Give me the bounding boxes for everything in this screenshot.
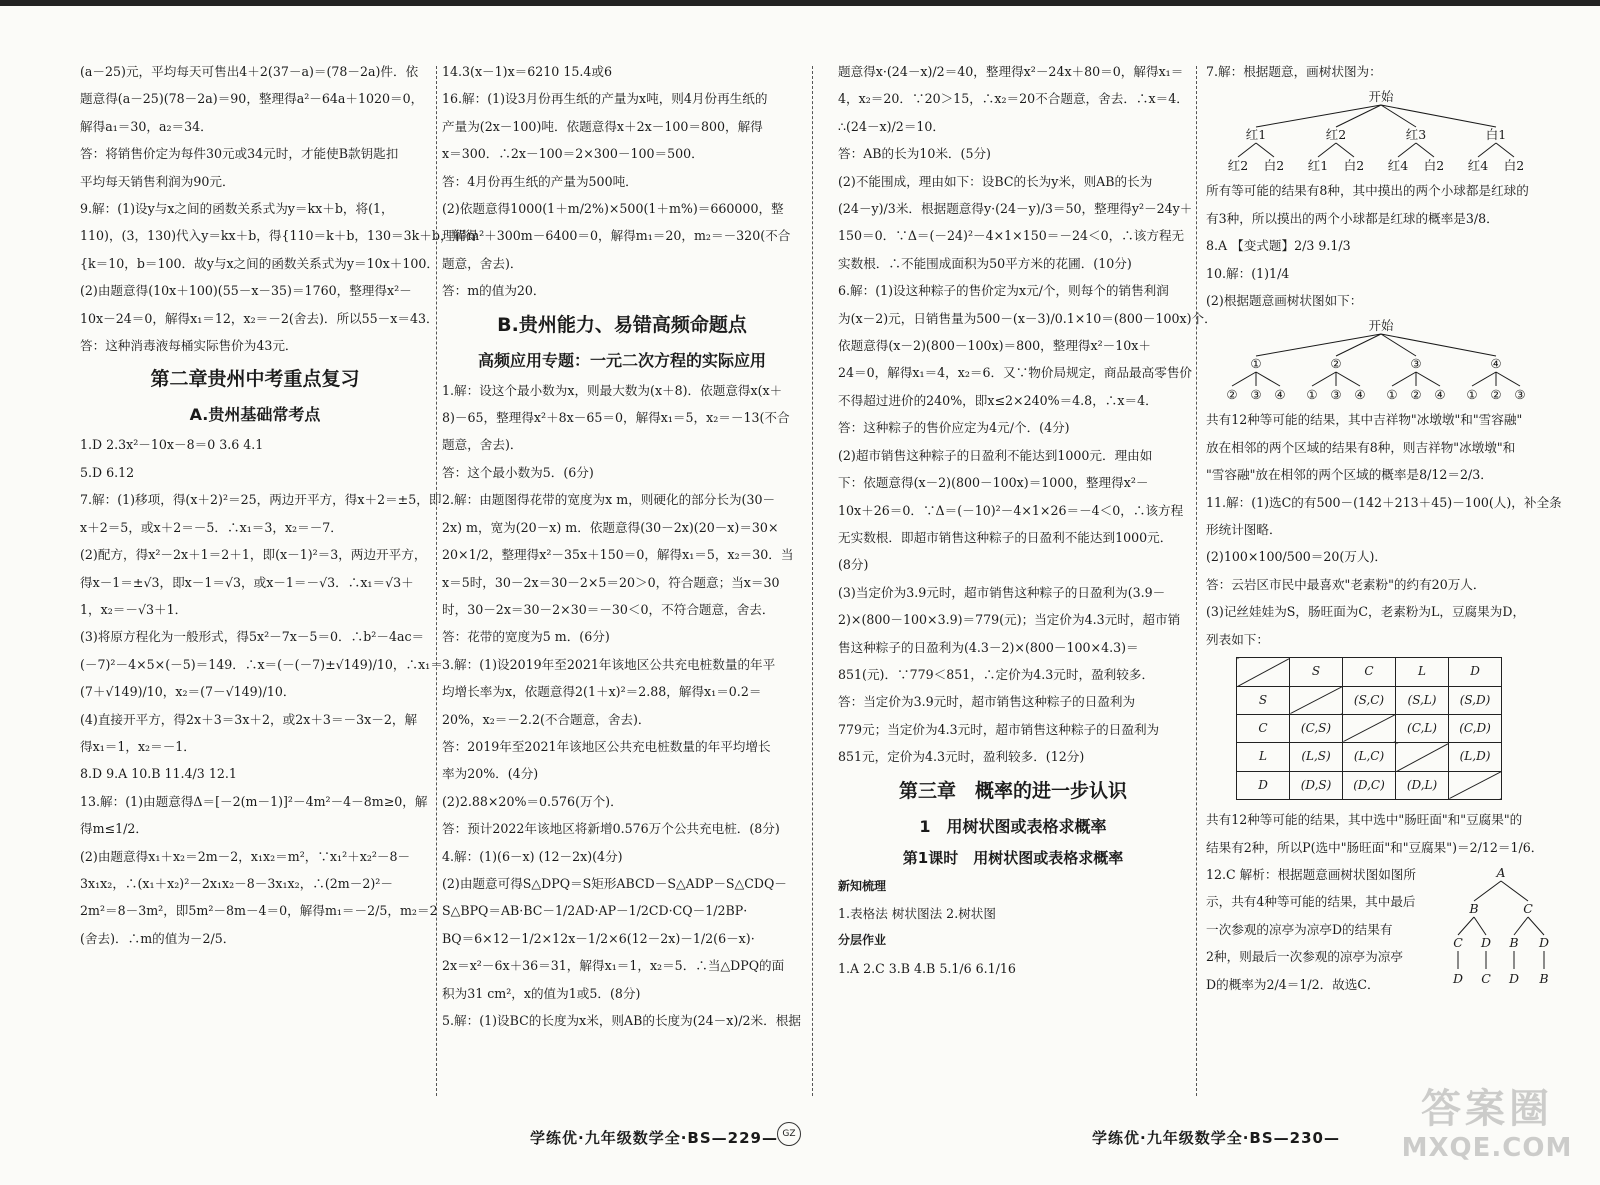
tree-diagram-regions [1206, 316, 1556, 402]
tree-node: C [1453, 934, 1463, 950]
tree-node: D [1480, 934, 1492, 950]
column-divider [436, 66, 437, 1096]
tree-node: ④ [1434, 387, 1446, 403]
topic-title: 高频应用专题：一元二次方程的实际应用 [477, 350, 766, 370]
text-line: D的概率为2/4＝1/2．故选C． [1206, 976, 1380, 992]
text-line: 时，30－2x＝30－2×30＝－30＜0，不符合题意，舍去． [442, 601, 775, 617]
text-line: 共有12种等可能的结果，其中选中"肠旺面"和"豆腐果"的 [1206, 812, 1523, 828]
text-line: 4.解：(1)(6－x) (12－2x)(4分) [442, 848, 623, 864]
text-line: ∴(24－x)/2＝10． [838, 118, 946, 134]
text-line: "雪容融"放在相邻的两个区域的概率是8/12＝2/3． [1206, 467, 1493, 483]
section-title: B.贵州能力、易错高频命题点 [497, 313, 747, 336]
text-line: 2种，则最后一次参观的凉亭为凉亭 [1206, 949, 1403, 965]
text-line: 答：将销售价定为每件30元或34元时，才能使B款钥匙扣 [80, 146, 399, 162]
table-row-header: D [1237, 771, 1290, 799]
table-cell: (C,L) [1396, 714, 1449, 742]
text-line: (2)配方，得x²－2x＋1＝2＋1，即(x－1)²＝3，两边开平方， [80, 547, 427, 563]
table-header-cell: D [1449, 658, 1502, 686]
tree-node: 白2 [1423, 158, 1445, 174]
text-line: (2)超市销售这种粽子的日盈利不能达到1000元．理由如 [838, 447, 1153, 463]
table-header-cell: S [1290, 658, 1343, 686]
text-line: 有3种，所以摸出的两个小球都是红球的概率是3/8． [1206, 210, 1499, 226]
text-line: 实数根．∴不能围成面积为50平方米的花圃．(10分) [838, 255, 1132, 271]
q12-text [1206, 861, 1441, 998]
text-line: 6.解：(1)设这种粽子的售价定为x元/个，则每个的销售利润 [838, 283, 1169, 299]
text-line: 题意得x·(24－x)/2＝40，整理得x²－24x＋80＝0，解得x₁＝ [838, 64, 1184, 79]
tree-edge [1458, 917, 1474, 935]
tree-node: ④ [1490, 356, 1502, 372]
tree-edge [1238, 143, 1256, 157]
text-line: (4)直接开平方，得2x＋3＝3x＋2，或2x＋3＝－3x－2，解 [80, 711, 418, 727]
tree-edge [1514, 917, 1528, 935]
table-cell: (L,C) [1343, 743, 1396, 771]
tree-node: D [1538, 934, 1550, 950]
text-line: 得m≤1/2． [80, 821, 148, 837]
text-line: 8.A 【变式题】2/3 9.1/3 [1206, 238, 1351, 254]
tree-edge [1256, 105, 1381, 127]
tree-node: 红2 [1325, 127, 1347, 143]
text-line: 题意得(a－25)(78－2a)＝90，整理得a²－64a＋1020＝0， [80, 91, 424, 107]
text-line: {k＝10，b＝100．故y与x之间的函数关系式为y＝10x＋100． [80, 255, 439, 271]
page-footer-right: 学练优·九年级数学全·BS—230— [1092, 1129, 1340, 1147]
text-line: 8)－65，整理得x²＋8x－65＝0，解得x₁＝5，x₂＝－13(不合 [442, 410, 790, 426]
column-2 [442, 58, 802, 1098]
table-row [1237, 686, 1502, 714]
q12-block [1206, 861, 1561, 998]
text-line: 20×1/2，整理得x²－35x＋150＝0，解得x₁＝5，x₂＝30．当 [442, 547, 794, 563]
text-line: 答：预计2022年该地区将新增0.576万个公共充电桩．(8分) [442, 821, 780, 837]
tree-edge [1416, 372, 1440, 386]
text-line: 产量为(2x－100)吨．依题意得x＋2x－100＝800，解得 [442, 118, 763, 134]
table-corner-cell [1237, 658, 1290, 686]
chapter-title: 第三章 概率的进一步认识 [898, 779, 1127, 802]
table-header-cell: C [1343, 658, 1396, 686]
text-line: 积为31 cm²，x的值为1或5．(8分) [442, 985, 641, 1001]
tree-node: ③ [1410, 356, 1422, 372]
table-row-header: S [1237, 686, 1290, 714]
text-line: 3x₁x₂，∴(x₁＋x₂)²－2x₁x₂－8－3x₁x₂，∴(2m－2)²－ [80, 875, 393, 891]
tree-node: 红1 [1307, 158, 1329, 174]
tree-node: A [1496, 864, 1506, 880]
text-line: 10.解：(1)1/4 [1206, 265, 1290, 281]
text-line: 所有等可能的结果有8种，其中摸出的两个小球都是红球的 [1206, 183, 1529, 199]
tree-node: 白2 [1263, 158, 1285, 174]
text-line: 4，x₂＝20．∵20＞15，∴x₂＝20不合题意，舍去．∴x＝4． [838, 91, 1189, 107]
lesson-title: 第1课时 用树状图或表格求概率 [902, 848, 1124, 867]
text-line: 题意，舍去)． [442, 255, 523, 271]
text-line: 11.解：(1)选C的有500－(142＋213＋45)－100(人)，补全条 [1206, 494, 1562, 510]
text-line: 10x－24＝0，解得x₁＝12，x₂＝－2(舍去)．所以55－x＝43． [80, 310, 439, 326]
tree-node: ③ [1330, 387, 1342, 403]
text-line: (2)根据题意画树状图如下： [1206, 293, 1363, 309]
text-line: 150＝0．∵Δ＝(－24)²－4×1×150＝－24＜0，∴该方程无 [838, 228, 1185, 244]
text-line: 为(x－2)元，日销售量为500－(x－3)/0.1×10＝(800－100x)个． [838, 310, 1217, 326]
text-line: 列表如下： [1206, 631, 1269, 647]
tree-edge [1478, 143, 1496, 157]
tree-edge [1256, 334, 1381, 356]
table-cell: (D,C) [1343, 771, 1396, 799]
text-line: (7＋√149)/10，x₂＝(7－√149)/10． [80, 684, 296, 700]
table-cell-empty [1343, 714, 1396, 742]
tree-edge [1318, 143, 1336, 157]
text-line: (3)当定价为3.9元时，超市销售这种粽子的日盈利为(3.9－ [838, 584, 1166, 600]
text-line: 3.解：(1)设2019年至2021年该地区公共充电桩数量的年平 [442, 656, 776, 672]
tree-node: 开始 [1368, 318, 1394, 334]
text-line: 8.D 9.A 10.B 11.4/3 12.1 [80, 766, 237, 782]
table-header-cell: L [1396, 658, 1449, 686]
text-line: 2m²＝8－3m²，即5m²－8m－4＝0，解得m₁＝－2/5，m₂＝2 [80, 903, 438, 919]
tree-edge [1472, 372, 1496, 386]
table-cell: (L,S) [1290, 743, 1343, 771]
text-line: 答：4月份再生纸的产量为500吨． [442, 173, 638, 189]
tree-node: D [1508, 970, 1520, 986]
column-3 [838, 58, 1217, 1098]
text-line: BQ＝6×12－1/2×12x－1/2×6(12－2x)－1/2(6－x)· [442, 930, 755, 946]
table-row-header: L [1237, 743, 1290, 771]
text-line: 放在相邻的两个区域的结果有8种，则吉祥物"冰墩墩"和 [1206, 439, 1516, 455]
text-line: 9.解：(1)设y与x之间的函数关系式为y＝kx＋b，将(1， [80, 201, 394, 217]
section-title: A.贵州基础常考点 [189, 405, 321, 425]
tree-node: 白1 [1485, 127, 1507, 143]
new-knowledge-answers: 1.表格法 树状图法 2.树状图 [838, 905, 996, 921]
tree-edge [1312, 372, 1336, 386]
section-title: 1 用树状图或表格求概率 [919, 816, 1107, 836]
text-line: 一次参观的凉亭为凉亭D的结果有 [1206, 921, 1393, 937]
table-cell-empty [1449, 771, 1502, 799]
tree-node: 红4 [1387, 158, 1409, 174]
text-line: (2)不能围成，理由如下：设BC的长为y米，则AB的长为 [838, 173, 1153, 189]
tree-edge [1256, 372, 1280, 386]
table-cell: (C,D) [1449, 714, 1502, 742]
text-line: 答：这种粽子的售价应定为4元/个．(4分) [838, 420, 1070, 436]
text-line: 5.解：(1)设BC的长度为x米，则AB的长度为(24－x)/2米．根据 [442, 1013, 801, 1028]
column-1 [80, 58, 478, 1098]
table-cell: (S,D) [1449, 686, 1502, 714]
table-cell-empty [1396, 743, 1449, 771]
tree-edge [1474, 917, 1486, 935]
text-line: 2x) m，宽为(20－x) m．依题意得(30－2x)(20－x)＝30× [442, 519, 779, 535]
page-footer-left: 学练优·九年级数学全·BS—229— [530, 1129, 778, 1147]
table-cell-empty [1290, 686, 1343, 714]
tree-diagram-pavilions [1446, 863, 1556, 993]
table-cell: (C,S) [1290, 714, 1343, 742]
text-line: 12.C 解析：根据题意画树状图如图所 [1206, 866, 1416, 882]
column-4 [1206, 58, 1561, 1098]
text-line: 5.D 6.12 [80, 464, 135, 480]
chapter-title: 第二章贵州中考重点复习 [150, 368, 360, 391]
tree-node: ③ [1250, 387, 1262, 403]
table-row [1237, 771, 1502, 799]
tree-edge [1336, 105, 1381, 127]
text-line: 示，共有4种等可能的结果，其中最后 [1206, 894, 1416, 910]
table-cell: (S,L) [1396, 686, 1449, 714]
tree-node: B [1539, 970, 1549, 986]
tree-edge [1336, 334, 1381, 356]
text-line: 共有12种等可能的结果，其中吉祥物"冰墩墩"和"雪容融" [1206, 412, 1523, 428]
text-line: 851元，定价为4.3元时，盈利较多．(12分) [838, 749, 1085, 765]
tree-edge [1528, 917, 1544, 935]
tree-diagram-balls [1206, 87, 1556, 173]
text-line: 答：m的值为20． [442, 283, 546, 299]
text-line: (2)由题意得x₁＋x₂＝2m－2，x₁x₂＝m²，∵x₁²＋x₂²－8－ [80, 848, 411, 864]
tree-node: ④ [1274, 387, 1286, 403]
tree-node: 红3 [1405, 127, 1427, 143]
tree-edge [1496, 143, 1514, 157]
text-line: 16.解：(1)设3月份再生纸的产量为x吨，则4月份再生纸的 [442, 91, 768, 107]
tree-node: 白2 [1343, 158, 1365, 174]
text-line: 下：依题意得(x－2)(800－100x)＝1000，整理得x²－ [838, 475, 1149, 491]
outcome-table [1236, 657, 1502, 800]
watermark-logo [1392, 1085, 1582, 1175]
text-line: 答：当定价为3.9元时，超市销售这种粽子的日盈利为 [838, 694, 1136, 710]
text-line: 7.解：根据题意，画树状图为： [1206, 64, 1382, 79]
text-line: 13.解：(1)由题意得Δ＝[－2(m－1)]²－4m²－4－8m≥0，解 [80, 793, 428, 809]
tree-node: 开始 [1368, 89, 1394, 105]
text-line: 答：这个最小数为5．(6分) [442, 464, 594, 480]
text-line: (3)记丝娃娃为S，肠旺面为C，老素粉为L，豆腐果为D， [1206, 604, 1526, 620]
tree-node: ④ [1354, 387, 1366, 403]
text-line: (24－y)/3米．根据题意得y·(24－y)/3＝50，整理得y²－24y＋ [838, 201, 1193, 217]
text-line: S△BPQ＝AB·BC－1/2AD·AP－1/2CD·CQ－1/2BP· [442, 903, 748, 919]
text-line: 7.解：(1)移项，得(x＋2)²＝25，两边开平方，得x＋2＝±5，即 [80, 492, 442, 508]
tree-node: 红1 [1245, 127, 1267, 143]
tree-node: ② [1490, 387, 1502, 403]
tree-node: ③ [1514, 387, 1526, 403]
text-line: 形统计图略． [1206, 522, 1282, 538]
tree-node: 白2 [1503, 158, 1525, 174]
text-line: 1.解：设这个最小数为x，则最大数为(x＋8)．依题意得x(x＋ [442, 382, 783, 398]
text-line: 1.D 2.3x²－10x－8＝0 3.6 4.1 [80, 437, 264, 453]
tree-node: B [1509, 934, 1519, 950]
watermark-url: MXQE.COM [1401, 1133, 1573, 1163]
homework-answers: 1.A 2.C 3.B 4.B 5.1/6 6.1/16 [838, 960, 1016, 976]
text-line: 得x₁＝1，x₂＝－1． [80, 738, 196, 754]
tree-edge [1398, 143, 1416, 157]
text-line: 851(元)．∵779＜851，∴定价为4.3元时，盈利较多． [838, 666, 1155, 682]
text-line: 20%，x₂＝－2.2(不合题意，舍去)． [442, 711, 651, 727]
text-line: 2x＝x²－6x＋36＝31，解得x₁＝1，x₂＝5．∴当△DPQ的面 [442, 958, 785, 974]
text-line: 2)×(800－100×3.9)＝779(元)；当定价为4.3元时，超市销 [838, 612, 1181, 628]
text-line: 依题意得(x－2)(800－100x)＝800，整理得x²－10x＋ [838, 338, 1151, 354]
text-line: 结果有2种，所以P(选中"肠旺面"和"豆腐果")＝2/12＝1/6． [1206, 839, 1544, 855]
text-line: (2)依题意得1000(1＋m/2%)×500(1＋m%)＝660000，整 [442, 201, 784, 217]
tree-edge [1474, 881, 1501, 901]
tree-node: ② [1410, 387, 1422, 403]
tree-edge [1336, 372, 1360, 386]
text-line: x＝5时，30－2x＝30－2×5＝20＞0，符合题意；当x＝30 [442, 574, 780, 590]
tree-node: 红4 [1467, 158, 1489, 174]
text-line: 均增长率为x，依题意得2(1＋x)²＝2.88，解得x₁＝0.2＝ [442, 684, 762, 700]
tree-node: ② [1330, 356, 1342, 372]
text-line: 24＝0，解得x₁＝4，x₂＝6．又∵物价局规定，商品最高零售价 [838, 365, 1193, 381]
text-line: 平均每天销售利润为90元． [80, 173, 235, 189]
tree-edge [1501, 881, 1528, 901]
tree-edge [1256, 143, 1274, 157]
tree-node: C [1523, 900, 1533, 916]
text-line: x＋2＝5，或x＋2＝－5．∴x₁＝3，x₂＝－7． [80, 519, 343, 535]
text-line: 14.3(x－1)x＝6210 15.4或6 [442, 64, 612, 79]
text-line: (2)100×100/500＝20(万人)． [1206, 549, 1387, 565]
tree-node: B [1469, 900, 1479, 916]
tree-node: ① [1386, 387, 1398, 403]
text-line: (2)由题意可得S△DPQ＝S矩形ABCD－S△ADP－S△CDQ－ [442, 875, 787, 891]
text-line: 答：花带的宽度为5 m．(6分) [442, 629, 610, 645]
new-knowledge-label: 新知梳理 [838, 878, 887, 893]
text-line: 1，x₂＝－√3＋1． [80, 601, 188, 617]
watermark-text: 答案圈 [1421, 1086, 1553, 1132]
tree-edge [1336, 143, 1354, 157]
tree-node: C [1481, 970, 1491, 986]
text-line: 10x＋26＝0．∵Δ＝(－10)²－4×1×26＝－4＜0，∴该方程 [838, 502, 1184, 518]
tree-edge [1232, 372, 1256, 386]
tree-node: ① [1306, 387, 1318, 403]
tree-edge [1496, 372, 1520, 386]
text-line: 理得m²＋300m－6400＝0，解得m₁＝20，m₂＝－320(不合 [442, 228, 791, 244]
table-row [1237, 743, 1502, 771]
text-line: 得x－1＝±√3，即x－1＝√3，或x－1＝－√3．∴x₁＝√3＋ [80, 574, 414, 590]
tree-node: ① [1466, 387, 1478, 403]
table-cell: (D,S) [1290, 771, 1343, 799]
text-line: 答：2019年至2021年该地区公共充电桩数量的年平均增长 [442, 738, 771, 754]
table-cell: (L,D) [1449, 743, 1502, 771]
tree-node: ① [1250, 356, 1262, 372]
table-row [1237, 714, 1502, 742]
region-badge: GZ [777, 1122, 801, 1146]
text-line: (3)将原方程化为一般形式，得5x²－7x－5＝0．∴b²－4ac＝ [80, 629, 425, 645]
tree-edge [1416, 143, 1434, 157]
table-header-row [1237, 658, 1502, 686]
text-line: 2.解：由题图得花带的宽度为x m，则硬化的部分长为(30－ [442, 492, 776, 508]
tree-node: ② [1226, 387, 1238, 403]
table-cell: (D,L) [1396, 771, 1449, 799]
text-line: (－7)²－4×5×(－5)＝149．∴x＝(－(－7)±√149)/10，∴x₁＝ [80, 656, 443, 672]
text-line: 解得a₁＝30，a₂＝34． [80, 118, 213, 134]
tree-edge [1392, 372, 1416, 386]
column-divider [1196, 66, 1197, 1096]
table-row-header: C [1237, 714, 1290, 742]
text-line: 题意，舍去)． [442, 437, 523, 453]
text-line: 110)，(3，130)代入y＝kx＋b，得{110＝k＋b，130＝3k＋b，解得 [80, 228, 478, 244]
text-line: 率为20%．(4分) [442, 766, 539, 782]
text-line: x＝300．∴2x－100＝2×300－100＝500． [442, 146, 704, 162]
text-line: 不得超过进价的240%，即x≤2×240%＝4.8，∴x＝4． [838, 392, 1158, 408]
table-cell: (S,C) [1343, 686, 1396, 714]
tree-node: D [1452, 970, 1464, 986]
page-gutter [812, 66, 813, 1096]
text-line: 售这种粽子的日盈利为(4.3－2)×(800－100×4.3)＝ [838, 639, 1139, 655]
scan-edge [0, 0, 1600, 6]
text-line: (a－25)元，平均每天可售出4＋2(37－a)＝(78－2a)件．依 [80, 64, 419, 79]
homework-label: 分层作业 [838, 933, 887, 948]
text-line: (2)2.88×20%＝0.576(万个)． [442, 793, 623, 809]
text-line: 答：这种消毒液每桶实际售价为43元． [80, 338, 298, 354]
text-line: (8分) [838, 557, 869, 573]
text-line: 答：云岩区市民中最喜欢"老素粉"的约有20万人． [1206, 576, 1486, 592]
text-line: 779元；当定价为4.3元时，超市销售这种粽子的日盈利为 [838, 721, 1160, 737]
text-line: (2)由题意得(10x＋100)(55－x－35)＝1760，整理得x²－ [80, 283, 412, 299]
tree-node: 红2 [1227, 158, 1249, 174]
text-line: 答：AB的长为10米．(5分) [838, 146, 991, 162]
text-line: 无实数根．即超市销售这种粽子的日盈利不能达到1000元． [838, 529, 1173, 545]
text-line: (舍去)．∴m的值为－2/5． [80, 930, 236, 946]
